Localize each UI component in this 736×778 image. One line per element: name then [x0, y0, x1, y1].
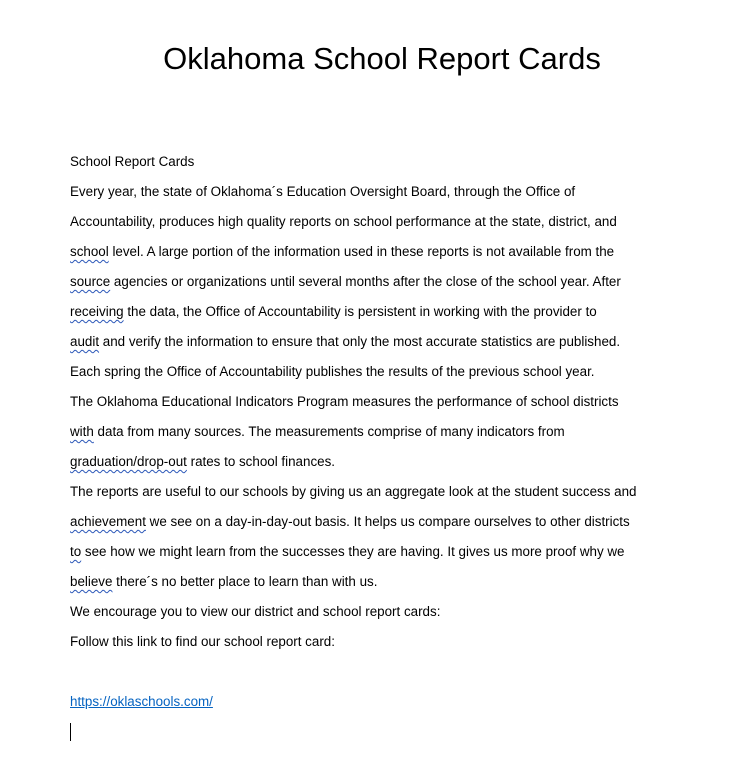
spellcheck-flagged-word: to: [70, 544, 82, 559]
paragraph-line: [70, 147, 650, 177]
line-text: We encourage you to view our district and school report cards:: [70, 604, 441, 619]
spellcheck-flagged-word: believe: [70, 574, 113, 589]
paragraph-line: [70, 567, 650, 597]
line-text: rates to school finances.: [186, 454, 336, 469]
paragraph-line: [70, 477, 650, 507]
spellcheck-flagged-word: graduation/drop-out: [70, 454, 187, 469]
line-text: we see on a day-in-day-out basis. It helps us compare ourselves to other districts: [145, 514, 630, 529]
line-text: School Report Cards: [70, 154, 195, 169]
paragraph-line: [70, 177, 650, 207]
paragraph-line: [70, 267, 650, 297]
document-body[interactable]: [70, 147, 650, 741]
line-text: Each spring the Office of Accountability publishes the results of the previous school year.: [70, 364, 595, 379]
paragraph-line: [70, 327, 650, 357]
line-text: see how we might learn from the successes they are having. It gives us more proof why we: [81, 544, 625, 559]
paragraph-line: [70, 417, 650, 447]
spellcheck-flagged-word: audit: [70, 334, 100, 349]
empty-line: [70, 657, 650, 687]
line-text: the data, the Office of Accountability is persistent in working with the provider to: [123, 304, 597, 319]
line-text: level. A large portion of the information used in these reports is not available from the: [108, 244, 615, 259]
spellcheck-flagged-word: with: [70, 424, 94, 439]
paragraph-line: [70, 627, 650, 657]
paragraph-line: [70, 237, 650, 267]
document-title: Oklahoma School Report Cards: [163, 41, 601, 76]
line-text: The Oklahoma Educational Indicators Program measures the performance of school districts: [70, 394, 619, 409]
paragraph-line: [70, 447, 650, 477]
line-text: Accountability, produces high quality reports on school performance at the state, district, and: [70, 214, 617, 229]
paragraph-line: [70, 597, 650, 627]
paragraph-line: [70, 357, 650, 387]
spellcheck-flagged-word: achievement: [70, 514, 146, 529]
paragraph-line: [70, 537, 650, 567]
spellcheck-flagged-word: source: [70, 274, 111, 289]
spellcheck-flagged-word: school: [70, 244, 109, 259]
paragraph-line: [70, 387, 650, 417]
line-text: data from many sources. The measurements comprise of many indicators from: [93, 424, 565, 439]
line-text: there´s no better place to learn than with us.: [112, 574, 378, 589]
paragraph-line: [70, 297, 650, 327]
line-text: The reports are useful to our schools by giving us an aggregate look at the student success and: [70, 484, 637, 499]
paragraph-line: [70, 207, 650, 237]
text-cursor: [70, 723, 71, 741]
hyperlink-line: [70, 687, 650, 717]
line-text: Follow this link to find our school report card:: [70, 634, 335, 649]
line-text: and verify the information to ensure that only the most accurate statistics are published.: [99, 334, 621, 349]
spellcheck-flagged-word: receiving: [70, 304, 124, 319]
line-text: agencies or organizations until several months after the close of the school year. After: [110, 274, 621, 289]
report-card-link[interactable]: https://oklaschools.com/: [70, 694, 213, 709]
paragraph-line: [70, 507, 650, 537]
line-text: Every year, the state of Oklahoma´s Education Oversight Board, through the Office of: [70, 184, 576, 199]
